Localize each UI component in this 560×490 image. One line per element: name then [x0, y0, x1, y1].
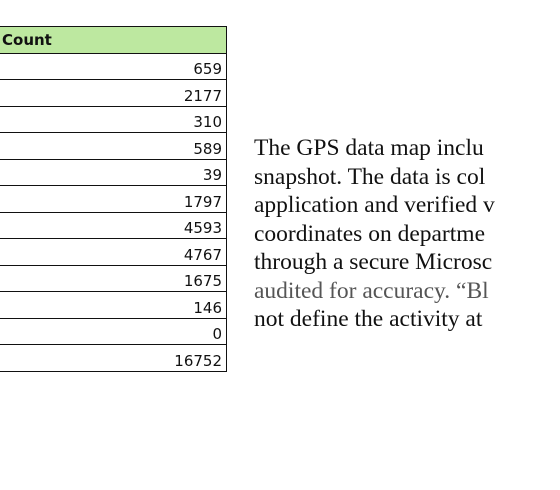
table-row	[0, 186, 227, 213]
table-row	[0, 212, 227, 239]
count-cell: 4767	[0, 239, 227, 266]
table-row	[0, 53, 227, 80]
count-cell: 310	[0, 106, 227, 133]
count-cell: 4593	[0, 212, 227, 239]
table-row	[0, 265, 227, 292]
table-row	[0, 133, 227, 160]
count-cell: 2177	[0, 80, 227, 107]
paragraph-line: The GPS data map inclu	[254, 135, 484, 161]
paragraph-line: audited for accuracy. “Bl	[254, 277, 489, 304]
count-cell: 146	[0, 292, 227, 319]
paragraph-line: through a secure Microsc	[254, 249, 493, 275]
count-cell: 39	[0, 159, 227, 186]
table-row	[0, 106, 227, 133]
count-table	[0, 26, 227, 372]
count-cell: 1675	[0, 265, 227, 292]
count-cell: 589	[0, 133, 227, 160]
table-row	[0, 239, 227, 266]
table-total-row	[0, 345, 227, 372]
count-header: Count	[0, 27, 227, 54]
table-row	[0, 318, 227, 345]
gps-description-paragraph	[254, 134, 560, 334]
paragraph-line: coordinates on departme	[254, 220, 485, 247]
count-cell: 659	[0, 53, 227, 80]
table-row	[0, 159, 227, 186]
table-row	[0, 292, 227, 319]
count-cell: 1797	[0, 186, 227, 213]
count-total-cell: 16752	[0, 345, 227, 372]
paragraph-line: snapshot. The data is col	[254, 163, 486, 190]
table-header-row	[0, 27, 227, 54]
table-row	[0, 80, 227, 107]
paragraph-line: not define the activity at	[254, 306, 483, 332]
count-cell: 0	[0, 318, 227, 345]
paragraph-line: application and verified v	[254, 192, 495, 218]
